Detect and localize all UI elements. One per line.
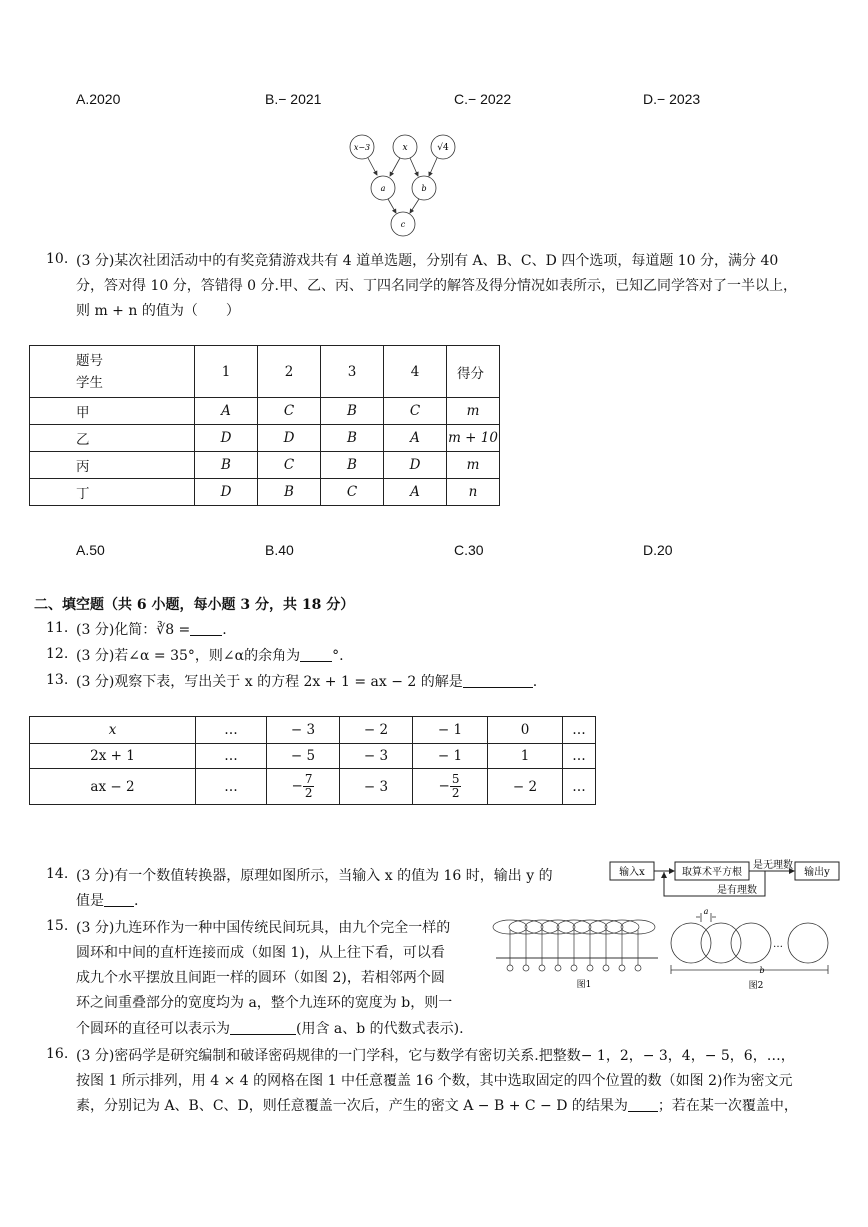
q13-cell: … xyxy=(196,769,267,805)
q10-cell: m + 10 xyxy=(447,425,500,452)
q10-cell: C xyxy=(321,479,384,506)
q15-fig1-caption: 图1 xyxy=(576,980,592,990)
q13-cell: − 3 xyxy=(340,769,413,805)
q10-number: 10. xyxy=(46,251,69,267)
q14-line-2 xyxy=(76,891,138,911)
q10-option-a: A.50 xyxy=(76,542,105,558)
q15-text-post: (用含 a、b 的代数式表示). xyxy=(296,1021,464,1037)
q9-node-mid-1: a xyxy=(380,184,386,193)
q11-text-post: . xyxy=(222,622,227,638)
q13-cell: … xyxy=(563,717,596,744)
q14-flow-process: 取算术平方根 xyxy=(682,867,742,878)
q10-header-cell: 得分 xyxy=(447,346,500,398)
q13-frac1 xyxy=(303,773,315,800)
q13-cell: − 2 xyxy=(340,717,413,744)
q9-option-a: A.2020 xyxy=(76,91,121,107)
q13-cell: − 3 xyxy=(267,717,340,744)
q13-frac2-num: 5 xyxy=(451,772,460,786)
q10-line-1: (3 分)某次社团活动中的有奖竞猜游戏共有 4 道单选题，分别有 A、B、C、D 四个选项，每道题 10 分，满分 40 xyxy=(76,253,779,269)
q10-cell: C xyxy=(384,398,447,425)
q9-node-mid-2: b xyxy=(421,184,427,193)
q12-number: 12. xyxy=(46,646,69,662)
q15-line-1: (3 分)九连环作为一种中国传统民间玩具，由九个完全一样的 xyxy=(76,920,451,936)
q11-line xyxy=(76,620,227,640)
q9-node-bottom: c xyxy=(400,220,406,229)
q14-flow-rational: 是有理数 xyxy=(717,885,757,896)
q10-cell: B xyxy=(258,479,321,506)
q13-cell: 1 xyxy=(488,744,563,769)
q11-text: (3 分)化简： xyxy=(76,622,157,638)
q10-row-name: 甲 xyxy=(30,398,195,425)
q10-header-cell: 4 xyxy=(384,346,447,398)
q15-line-5 xyxy=(76,1019,464,1039)
q15-fig2-dots: … xyxy=(773,939,783,950)
q13-frac1-den: 2 xyxy=(304,786,313,800)
q15-answer-blank[interactable] xyxy=(230,1020,296,1035)
q10-option-d: D.20 xyxy=(643,542,673,558)
q13-cell: − 1 xyxy=(413,744,488,769)
q15-number: 15. xyxy=(46,918,69,934)
q10-row-name: 丙 xyxy=(30,452,195,479)
q15-fig2-label-a: a xyxy=(703,908,709,916)
q10-cell: A xyxy=(384,479,447,506)
q16-line-1: (3 分)密码学是研究编制和破译密码规律的一门学科，它与数学有密切关系.把整数− 1，2，− 3，4，− 5，6，…， xyxy=(76,1048,795,1064)
q13-fraction-cell xyxy=(413,769,488,805)
q16-line-3 xyxy=(76,1096,798,1116)
table-row xyxy=(30,769,596,805)
q16-text-post: ；若在某一次覆盖中， xyxy=(657,1098,798,1114)
q10-cell: B xyxy=(195,452,258,479)
q10-row-name: 乙 xyxy=(30,425,195,452)
q15-line-2: 圆环和中间的直杆连接而成（如图 1)，从上往下看，可以看 xyxy=(76,945,445,961)
q10-header-cell: 3 xyxy=(321,346,384,398)
q10-score-table xyxy=(29,345,500,506)
q13-number: 13. xyxy=(46,672,69,688)
q10-line-3: 则 m + n 的值为（ ） xyxy=(76,303,240,319)
q10-header-cell: 2 xyxy=(258,346,321,398)
q9-node-diagram xyxy=(340,128,470,242)
q10-line-2: 分，答对得 10 分，答错得 0 分.甲、乙、丙、丁四名同学的解答及得分情况如表所示，已知乙同学答对了一半以上， xyxy=(76,278,797,294)
q13-cell: − 2 xyxy=(488,769,563,805)
q10-option-b: B.40 xyxy=(265,542,294,558)
q16-line-2: 按图 1 所示排列，用 4 × 4 的网格在图 1 中任意覆盖 16 个数，其中选取固定的四个位置的数（如图 2)作为密文元 xyxy=(76,1073,793,1089)
table-row xyxy=(30,452,500,479)
q9-node-top-1: x−3 xyxy=(353,143,371,152)
q15-fig2-caption: 图2 xyxy=(748,981,764,991)
q13-cell: … xyxy=(563,744,596,769)
q13-cell: … xyxy=(563,769,596,805)
q14-answer-blank[interactable] xyxy=(104,892,134,907)
table-row xyxy=(30,398,500,425)
q12-text: (3 分)若∠α = 35°，则∠α的余角为 xyxy=(76,648,301,664)
q13-frac1-num: 7 xyxy=(304,772,313,786)
q10-cell: D xyxy=(195,425,258,452)
q13-value-table xyxy=(29,716,596,805)
q10-cell: A xyxy=(384,425,447,452)
q11-number: 11. xyxy=(46,620,69,636)
table-row xyxy=(30,744,596,769)
q16-number: 16. xyxy=(46,1046,69,1062)
q11-expr: ∛8 = xyxy=(156,622,191,638)
q14-flow-input: 输入x xyxy=(619,867,645,878)
q13-line xyxy=(76,672,537,692)
q14-flow-output: 输出y xyxy=(804,867,830,878)
q13-row-label: ax − 2 xyxy=(30,769,196,805)
q13-cell: … xyxy=(196,744,267,769)
q13-row-label: x xyxy=(30,717,196,744)
q9-option-d: D.− 2023 xyxy=(643,91,701,107)
q10-header-corner-top: 题号 xyxy=(76,352,103,369)
q14-line-1: (3 分)有一个数值转换器，原理如图所示，当输入 x 的值为 16 时，输出 y 的 xyxy=(76,868,553,884)
q10-cell: n xyxy=(447,479,500,506)
q14-text: 值是 xyxy=(76,893,104,909)
q15-text: 个圆环的直径可以表示为 xyxy=(76,1021,230,1037)
q12-answer-blank[interactable] xyxy=(300,647,332,662)
q10-row-name: 丁 xyxy=(30,479,195,506)
q10-header-corner-bottom: 学生 xyxy=(76,374,103,391)
q13-cell: 0 xyxy=(488,717,563,744)
table-row xyxy=(30,479,500,506)
q9-node-top-3: √4 xyxy=(437,143,449,153)
q9-option-b: B.− 2021 xyxy=(265,91,322,107)
q13-cell: − 5 xyxy=(267,744,340,769)
q14-flowchart xyxy=(605,856,845,904)
q13-cell: … xyxy=(196,717,267,744)
q10-cell: m xyxy=(447,398,500,425)
q10-cell: D xyxy=(384,452,447,479)
q10-cell: B xyxy=(321,398,384,425)
q15-line-3: 成九个水平摆放且间距一样的圆环（如图 2)，若相邻两个圆 xyxy=(76,970,445,986)
q10-cell: D xyxy=(258,425,321,452)
q14-flow-irrational: 是无理数 xyxy=(753,860,793,871)
q13-row-label: 2x + 1 xyxy=(30,744,196,769)
q13-cell: − 1 xyxy=(413,717,488,744)
q9-node-top-2: x xyxy=(402,143,408,153)
q13-text: (3 分)观察下表，写出关于 x 的方程 2x + 1 = ax − 2 的解是 xyxy=(76,674,463,690)
q13-frac1-sign: − xyxy=(291,778,303,794)
q16-answer-blank[interactable] xyxy=(628,1097,658,1112)
q16-text: 素，分别记为 A、B、C、D，则任意覆盖一次后，产生的密文 A − B + C − D 的结果为 xyxy=(76,1098,628,1114)
table-row xyxy=(30,717,596,744)
q10-cell: C xyxy=(258,452,321,479)
q15-figure-1 xyxy=(492,910,662,990)
q13-frac2-den: 2 xyxy=(451,786,460,800)
q13-fraction-cell xyxy=(267,769,340,805)
q13-frac2-sign: − xyxy=(438,778,450,794)
q10-cell: m xyxy=(447,452,500,479)
q10-cell: B xyxy=(321,425,384,452)
q10-cell: B xyxy=(321,452,384,479)
q13-cell: − 3 xyxy=(340,744,413,769)
section-title: 二、填空题（共 6 小题，每小题 3 分，共 18 分） xyxy=(34,597,355,613)
q13-text-post: . xyxy=(532,674,538,690)
q15-fig2-label-b: b xyxy=(759,966,765,975)
q15-figure-2 xyxy=(666,908,846,992)
q15-line-4: 环之间重叠部分的宽度均为 a，整个九连环的宽度为 b，则一 xyxy=(76,995,453,1011)
table-row xyxy=(30,425,500,452)
q12-text-post: °. xyxy=(332,648,344,664)
q10-cell: D xyxy=(195,479,258,506)
q10-cell: A xyxy=(195,398,258,425)
q10-header-cell: 1 xyxy=(195,346,258,398)
q10-option-c: C.30 xyxy=(454,542,484,558)
q12-line xyxy=(76,646,344,666)
q10-cell: C xyxy=(258,398,321,425)
q14-number: 14. xyxy=(46,866,69,882)
q13-answer-blank[interactable] xyxy=(463,673,533,688)
q11-answer-blank[interactable] xyxy=(190,621,222,636)
q9-option-c: C.− 2022 xyxy=(454,91,512,107)
q13-frac2 xyxy=(450,773,462,800)
q14-text-post: . xyxy=(134,893,139,909)
